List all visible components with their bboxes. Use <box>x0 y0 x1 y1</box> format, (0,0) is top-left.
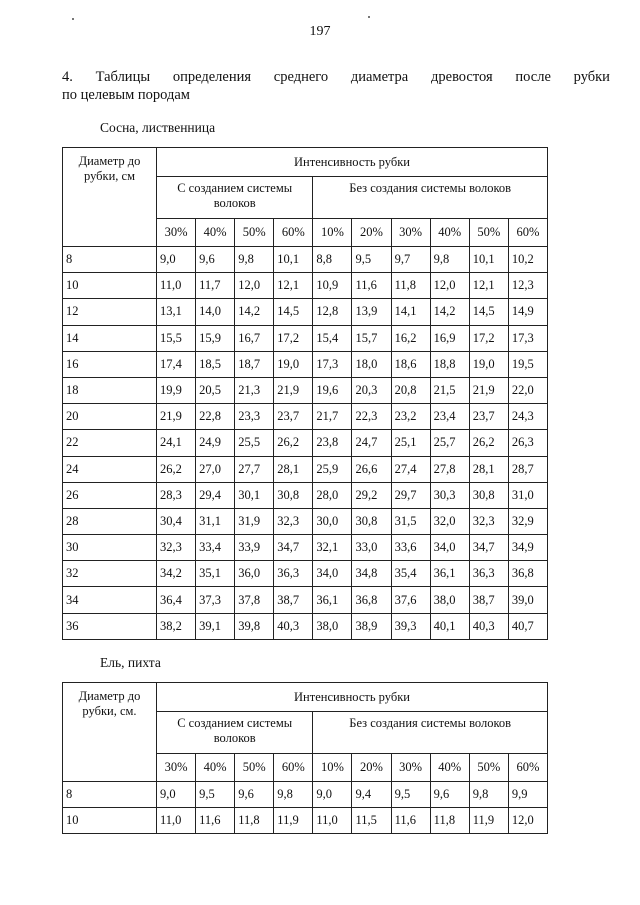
heading-word: Таблицы <box>95 69 151 85</box>
value-cell: 33,9 <box>235 535 274 561</box>
value-cell: 16,2 <box>391 325 430 351</box>
value-cell: 30,1 <box>235 482 274 508</box>
diameter-cell: 28 <box>63 508 157 534</box>
percent-header-with: 50% <box>235 219 274 247</box>
value-cell: 17,2 <box>469 325 508 351</box>
value-cell: 38,9 <box>352 613 391 639</box>
value-cell: 18,5 <box>196 351 235 377</box>
value-cell: 37,6 <box>391 587 430 613</box>
value-cell: 17,3 <box>508 325 547 351</box>
value-cell: 26,2 <box>157 456 196 482</box>
value-cell: 33,0 <box>352 535 391 561</box>
value-cell: 15,4 <box>313 325 352 351</box>
value-cell: 18,7 <box>235 351 274 377</box>
value-cell: 25,7 <box>430 430 469 456</box>
value-cell: 19,6 <box>313 377 352 403</box>
value-cell: 34,0 <box>313 561 352 587</box>
intensity-header: Интенсивность рубки <box>157 148 548 177</box>
group-without-skid-trails: Без создания системы волоков <box>313 177 548 219</box>
value-cell: 19,9 <box>157 377 196 403</box>
value-cell: 16,9 <box>430 325 469 351</box>
value-cell: 32,3 <box>274 508 313 534</box>
table-caption-pine-larch: Сосна, лиственница <box>100 120 216 135</box>
value-cell: 29,2 <box>352 482 391 508</box>
diameter-column-header: Диаметр до рубки, см <box>63 148 157 247</box>
value-cell: 12,0 <box>430 273 469 299</box>
value-cell: 9,7 <box>391 247 430 273</box>
diameter-cell: 8 <box>63 247 157 273</box>
value-cell: 28,7 <box>508 456 547 482</box>
percent-header-without: 10% <box>313 219 352 247</box>
heading-word: диаметра <box>350 69 409 85</box>
value-cell: 22,0 <box>508 377 547 403</box>
value-cell: 19,0 <box>274 351 313 377</box>
table-row <box>63 482 548 508</box>
value-cell: 18,6 <box>391 351 430 377</box>
diameter-cell: 18 <box>63 377 157 403</box>
value-cell: 25,9 <box>313 456 352 482</box>
value-cell: 29,7 <box>391 482 430 508</box>
value-cell: 28,3 <box>157 482 196 508</box>
value-cell: 19,5 <box>508 351 547 377</box>
percent-header-with: 40% <box>196 754 235 782</box>
value-cell: 38,0 <box>313 613 352 639</box>
value-cell: 11,0 <box>157 273 196 299</box>
value-cell: 32,3 <box>157 535 196 561</box>
value-cell: 11,6 <box>352 273 391 299</box>
diameter-table-pine-larch <box>62 147 548 640</box>
header-row <box>63 683 548 712</box>
table-row <box>63 613 548 639</box>
value-cell: 12,0 <box>508 808 547 834</box>
value-cell: 31,1 <box>196 508 235 534</box>
percent-header-without: 40% <box>430 219 469 247</box>
value-cell: 23,8 <box>313 430 352 456</box>
value-cell: 32,3 <box>469 508 508 534</box>
value-cell: 20,5 <box>196 377 235 403</box>
value-cell: 30,4 <box>157 508 196 534</box>
value-cell: 28,1 <box>469 456 508 482</box>
value-cell: 37,3 <box>196 587 235 613</box>
value-cell: 9,0 <box>313 782 352 808</box>
heading-line-1 <box>62 68 610 86</box>
value-cell: 10,9 <box>313 273 352 299</box>
value-cell: 24,9 <box>196 430 235 456</box>
value-cell: 15,9 <box>196 325 235 351</box>
percent-header-with: 30% <box>157 754 196 782</box>
value-cell: 18,8 <box>430 351 469 377</box>
value-cell: 31,0 <box>508 482 547 508</box>
value-cell: 10,1 <box>274 247 313 273</box>
value-cell: 9,8 <box>235 247 274 273</box>
value-cell: 39,8 <box>235 613 274 639</box>
value-cell: 38,0 <box>430 587 469 613</box>
diameter-column-header: Диаметр до рубки, см. <box>63 683 157 782</box>
percent-header-with: 60% <box>274 219 313 247</box>
table-row <box>63 456 548 482</box>
value-cell: 29,4 <box>196 482 235 508</box>
value-cell: 28,0 <box>313 482 352 508</box>
value-cell: 40,3 <box>274 613 313 639</box>
value-cell: 23,2 <box>391 404 430 430</box>
value-cell: 30,8 <box>274 482 313 508</box>
value-cell: 40,7 <box>508 613 547 639</box>
diameter-cell: 36 <box>63 613 157 639</box>
value-cell: 9,4 <box>352 782 391 808</box>
value-cell: 10,1 <box>469 247 508 273</box>
value-cell: 9,8 <box>274 782 313 808</box>
percent-header-with: 50% <box>235 754 274 782</box>
value-cell: 13,1 <box>157 299 196 325</box>
value-cell: 26,2 <box>274 430 313 456</box>
value-cell: 9,6 <box>235 782 274 808</box>
diameter-cell: 22 <box>63 430 157 456</box>
diameter-cell: 14 <box>63 325 157 351</box>
header-row <box>63 148 548 177</box>
value-cell: 33,4 <box>196 535 235 561</box>
table-row <box>63 247 548 273</box>
value-cell: 36,3 <box>469 561 508 587</box>
value-cell: 23,7 <box>469 404 508 430</box>
value-cell: 9,5 <box>196 782 235 808</box>
value-cell: 36,8 <box>508 561 547 587</box>
value-cell: 34,2 <box>157 561 196 587</box>
table-row <box>63 325 548 351</box>
value-cell: 38,7 <box>274 587 313 613</box>
value-cell: 11,8 <box>430 808 469 834</box>
percent-header-without: 60% <box>508 754 547 782</box>
table-row <box>63 782 548 808</box>
value-cell: 13,9 <box>352 299 391 325</box>
value-cell: 25,5 <box>235 430 274 456</box>
value-cell: 25,1 <box>391 430 430 456</box>
value-cell: 8,8 <box>313 247 352 273</box>
intensity-header: Интенсивность рубки <box>157 683 548 712</box>
value-cell: 30,8 <box>469 482 508 508</box>
value-cell: 34,0 <box>430 535 469 561</box>
value-cell: 15,7 <box>352 325 391 351</box>
value-cell: 34,9 <box>508 535 547 561</box>
percent-header-without: 50% <box>469 219 508 247</box>
table-row <box>63 377 548 403</box>
value-cell: 23,3 <box>235 404 274 430</box>
value-cell: 9,6 <box>430 782 469 808</box>
percent-header-with: 40% <box>196 219 235 247</box>
value-cell: 21,7 <box>313 404 352 430</box>
table-row <box>63 351 548 377</box>
value-cell: 18,0 <box>352 351 391 377</box>
heading-word: древостоя <box>431 69 493 85</box>
diameter-cell: 10 <box>63 273 157 299</box>
value-cell: 39,1 <box>196 613 235 639</box>
table-row <box>63 404 548 430</box>
value-cell: 24,3 <box>508 404 547 430</box>
value-cell: 27,7 <box>235 456 274 482</box>
value-cell: 11,9 <box>469 808 508 834</box>
table-row <box>63 561 548 587</box>
value-cell: 10,2 <box>508 247 547 273</box>
value-cell: 9,0 <box>157 782 196 808</box>
diameter-cell: 34 <box>63 587 157 613</box>
value-cell: 34,7 <box>469 535 508 561</box>
value-cell: 31,5 <box>391 508 430 534</box>
value-cell: 39,0 <box>508 587 547 613</box>
table-row <box>63 808 548 834</box>
value-cell: 11,6 <box>391 808 430 834</box>
diameter-cell: 30 <box>63 535 157 561</box>
value-cell: 36,0 <box>235 561 274 587</box>
percent-header-without: 10% <box>313 754 352 782</box>
group-without-skid-trails: Без создания системы волоков <box>313 712 548 754</box>
value-cell: 9,6 <box>196 247 235 273</box>
value-cell: 27,4 <box>391 456 430 482</box>
percent-header-without: 30% <box>391 754 430 782</box>
value-cell: 20,8 <box>391 377 430 403</box>
value-cell: 32,9 <box>508 508 547 534</box>
value-cell: 21,9 <box>469 377 508 403</box>
value-cell: 35,1 <box>196 561 235 587</box>
diameter-cell: 32 <box>63 561 157 587</box>
percent-header-without: 40% <box>430 754 469 782</box>
value-cell: 40,1 <box>430 613 469 639</box>
percent-header-without: 60% <box>508 219 547 247</box>
value-cell: 14,5 <box>469 299 508 325</box>
heading-word: 4. <box>62 69 73 85</box>
percent-header-with: 30% <box>157 219 196 247</box>
value-cell: 12,3 <box>508 273 547 299</box>
value-cell: 36,1 <box>430 561 469 587</box>
value-cell: 27,0 <box>196 456 235 482</box>
value-cell: 27,8 <box>430 456 469 482</box>
value-cell: 11,8 <box>391 273 430 299</box>
heading-word: рубки <box>573 69 610 85</box>
value-cell: 9,8 <box>430 247 469 273</box>
value-cell: 28,1 <box>274 456 313 482</box>
value-cell: 21,9 <box>157 404 196 430</box>
value-cell: 11,0 <box>157 808 196 834</box>
value-cell: 9,9 <box>508 782 547 808</box>
value-cell: 23,4 <box>430 404 469 430</box>
value-cell: 12,8 <box>313 299 352 325</box>
group-with-skid-trails: С созданием системы волоков <box>157 712 313 754</box>
heading-word: определения <box>172 69 252 85</box>
value-cell: 36,1 <box>313 587 352 613</box>
value-cell: 14,9 <box>508 299 547 325</box>
diameter-cell: 10 <box>63 808 157 834</box>
value-cell: 22,8 <box>196 404 235 430</box>
value-cell: 17,4 <box>157 351 196 377</box>
value-cell: 21,9 <box>274 377 313 403</box>
value-cell: 22,3 <box>352 404 391 430</box>
diameter-cell: 20 <box>63 404 157 430</box>
table-row <box>63 299 548 325</box>
diameter-cell: 24 <box>63 456 157 482</box>
value-cell: 24,7 <box>352 430 391 456</box>
value-cell: 14,1 <box>391 299 430 325</box>
value-cell: 11,7 <box>196 273 235 299</box>
diameter-cell: 12 <box>63 299 157 325</box>
value-cell: 16,7 <box>235 325 274 351</box>
value-cell: 26,3 <box>508 430 547 456</box>
value-cell: 38,2 <box>157 613 196 639</box>
value-cell: 30,8 <box>352 508 391 534</box>
value-cell: 11,9 <box>274 808 313 834</box>
value-cell: 26,6 <box>352 456 391 482</box>
value-cell: 19,0 <box>469 351 508 377</box>
value-cell: 15,5 <box>157 325 196 351</box>
value-cell: 17,3 <box>313 351 352 377</box>
value-cell: 34,7 <box>274 535 313 561</box>
value-cell: 11,8 <box>235 808 274 834</box>
value-cell: 9,0 <box>157 247 196 273</box>
page-number: 197 <box>309 24 331 39</box>
value-cell: 26,2 <box>469 430 508 456</box>
value-cell: 9,5 <box>352 247 391 273</box>
diameter-cell: 26 <box>63 482 157 508</box>
table-row <box>63 273 548 299</box>
value-cell: 12,0 <box>235 273 274 299</box>
value-cell: 38,7 <box>469 587 508 613</box>
diameter-table-spruce-fir <box>62 682 548 834</box>
value-cell: 33,6 <box>391 535 430 561</box>
value-cell: 12,1 <box>469 273 508 299</box>
percent-header-without: 50% <box>469 754 508 782</box>
percent-header-with: 60% <box>274 754 313 782</box>
value-cell: 9,5 <box>391 782 430 808</box>
value-cell: 23,7 <box>274 404 313 430</box>
percent-header-without: 20% <box>352 754 391 782</box>
value-cell: 24,1 <box>157 430 196 456</box>
value-cell: 17,2 <box>274 325 313 351</box>
value-cell: 32,1 <box>313 535 352 561</box>
value-cell: 36,4 <box>157 587 196 613</box>
value-cell: 14,2 <box>430 299 469 325</box>
percent-header-without: 30% <box>391 219 430 247</box>
value-cell: 37,8 <box>235 587 274 613</box>
diameter-cell: 8 <box>63 782 157 808</box>
value-cell: 9,8 <box>469 782 508 808</box>
value-cell: 35,4 <box>391 561 430 587</box>
heading-word: среднего <box>273 69 329 85</box>
value-cell: 40,3 <box>469 613 508 639</box>
value-cell: 36,3 <box>274 561 313 587</box>
table-row <box>63 430 548 456</box>
value-cell: 14,2 <box>235 299 274 325</box>
percent-header-without: 20% <box>352 219 391 247</box>
value-cell: 14,0 <box>196 299 235 325</box>
value-cell: 39,3 <box>391 613 430 639</box>
value-cell: 11,0 <box>313 808 352 834</box>
table-row <box>63 587 548 613</box>
table-row <box>63 508 548 534</box>
table-row <box>63 535 548 561</box>
value-cell: 21,3 <box>235 377 274 403</box>
value-cell: 32,0 <box>430 508 469 534</box>
value-cell: 31,9 <box>235 508 274 534</box>
value-cell: 30,0 <box>313 508 352 534</box>
value-cell: 11,6 <box>196 808 235 834</box>
value-cell: 20,3 <box>352 377 391 403</box>
value-cell: 12,1 <box>274 273 313 299</box>
value-cell: 11,5 <box>352 808 391 834</box>
value-cell: 36,8 <box>352 587 391 613</box>
value-cell: 34,8 <box>352 561 391 587</box>
value-cell: 30,3 <box>430 482 469 508</box>
table-caption-spruce-fir: Ель, пихта <box>100 655 161 670</box>
value-cell: 14,5 <box>274 299 313 325</box>
heading-line-2: по целевым породам <box>62 87 190 103</box>
section-heading <box>62 68 610 104</box>
value-cell: 21,5 <box>430 377 469 403</box>
heading-word: после <box>515 69 551 85</box>
diameter-cell: 16 <box>63 351 157 377</box>
group-with-skid-trails: С созданием системы волоков <box>157 177 313 219</box>
